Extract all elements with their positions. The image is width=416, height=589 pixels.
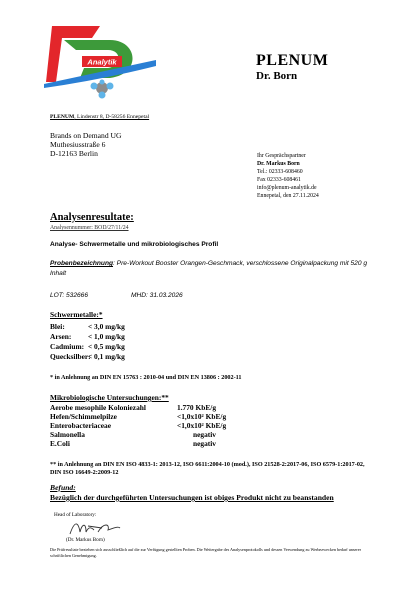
logo-badge-text: Analytik (87, 57, 117, 67)
logo-molecule-atom (91, 83, 98, 90)
handwritten-signature (68, 518, 122, 536)
micro-name: Salmonella (50, 430, 85, 439)
brand-name: PLENUM (256, 52, 329, 69)
microbiology-section (50, 393, 227, 448)
sample-label: Probenbezeichnung (50, 260, 114, 267)
sample-description (50, 259, 370, 278)
sender-line (50, 114, 149, 120)
findings-label: Befund: (50, 483, 76, 492)
logo-molecule-atom (100, 80, 105, 85)
microbiology-method-note: ** in Anlehnung an DIN EN ISO 4833-1: 2013-12, ISO 6611:2004-10 (mod.), ISO 21528-2:2017-06, ISO 6579-1:2017-02, DIN ISO 16649-2:2009-12 (50, 461, 365, 477)
lot-number: LOT: 532666 (50, 292, 89, 299)
contact-date: Ennepetal, den 27.11.2024 (257, 193, 319, 200)
metal-name: Quecksilber: (50, 352, 91, 361)
recipient-line: Muthesiusstraße 6 (50, 140, 106, 149)
metal-name: Cadmium: (50, 342, 85, 351)
micro-value: <1,0x10² KbE/g (177, 421, 227, 430)
best-before-date: MHD: 31.03.2026 (131, 292, 183, 299)
head-of-laboratory-label: Head of Laboratory: (54, 512, 97, 518)
heavy-metals-section (50, 310, 242, 381)
contact-label: Ihr Gesprächspartner (257, 153, 306, 159)
metal-value: < 0,1 mg/kg (88, 352, 125, 361)
signatory-name: (Dr. Markus Born) (66, 537, 105, 543)
recipient-address (50, 131, 122, 158)
logo-molecule-atom (99, 92, 106, 99)
micro-name: Aerobe mesophile Koloniezahl (50, 403, 146, 412)
legal-footer: Die Prüfresultate beziehen sich ausschließlich auf die zur Verfügung gestellten Proben. Die Weitergabe des Analysenprotokolls und dessen Verwendung zu Werbezwecken bedarf unserer schriftlichen Genehmigung. (50, 547, 362, 558)
plenum-analytik-logo (40, 22, 160, 104)
metal-name: Arsen: (50, 332, 72, 341)
micro-name: Enterobacteriaceae (50, 421, 112, 430)
recipient-line: Brands on Demand UG (50, 131, 122, 140)
report-subject: Analyse- Schwermetalle und mikrobiologisches Profil (50, 241, 219, 248)
sender-address: , Lindenstr 8, D-58256 Ennepetal (74, 114, 150, 120)
heavy-metals-method-note: * in Anlehnung an DIN EN 15763 : 2010-04 und DIN EN 13806 : 2002-11 (50, 374, 242, 381)
report-number: Analysennummer: BOD/27/11/24 (50, 225, 129, 231)
metal-value: < 0,5 mg/kg (88, 342, 125, 351)
contact-fax: Fax 02333-608461 (257, 177, 301, 184)
brand-subtitle: Dr. Born (256, 70, 298, 82)
micro-value: negativ (193, 439, 216, 448)
metal-value: < 1,0 mg/kg (88, 332, 125, 341)
contact-tel: Tel.: 02333-608460 (257, 169, 303, 176)
heavy-metals-heading: Schwermetalle:* (50, 310, 103, 319)
micro-value: negativ (193, 430, 216, 439)
metal-value: < 3,0 mg/kg (88, 322, 125, 331)
micro-name: Hefen/Schimmelpilze (50, 412, 117, 421)
findings-text: Bezüglich der durchgeführten Untersuchungen ist obiges Produkt nicht zu beanstanden (50, 493, 334, 502)
contact-block (257, 152, 319, 201)
recipient-line: D-12163 Berlin (50, 149, 98, 158)
micro-value: <1,0x10² KbE/g (177, 412, 227, 421)
sender-company: PLENUM (50, 114, 75, 120)
logo-molecule-atom (107, 83, 114, 90)
micro-value: 1.770 KbE/g (177, 403, 217, 412)
report-title: Analysenresultate: (50, 212, 134, 223)
contact-name: Dr. Markus Born (257, 161, 300, 168)
contact-email: info@plenum-analytik.de (257, 185, 317, 192)
micro-name: E.Coli (50, 439, 70, 448)
sample-text: : Pre-Workout Booster Orangen-Geschmack, verschlossene Originalpackung mit 520 g Inhalt (50, 260, 367, 277)
metal-name: Blei: (50, 322, 65, 331)
microbiology-heading: Mikrobiologische Untersuchungen:** (50, 393, 169, 402)
